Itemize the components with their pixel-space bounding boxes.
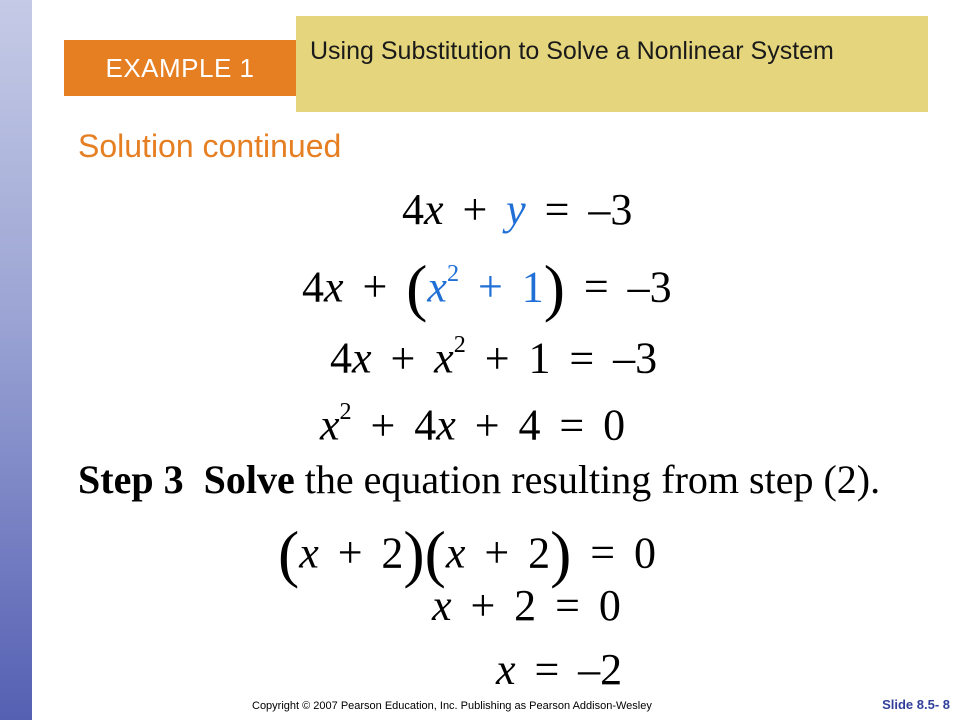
- eq5-two-1: 2: [381, 528, 404, 578]
- eq7-x: x: [496, 645, 516, 694]
- eq4-plus-2: +: [474, 400, 500, 450]
- equation-1: [402, 185, 633, 234]
- eq3-exponent: 2: [453, 331, 466, 358]
- step-3-instruction: [78, 456, 880, 503]
- eq5-equals: =: [590, 528, 616, 578]
- equation-5: [278, 518, 656, 589]
- eq1-equals: =: [544, 185, 570, 234]
- equation-2: [302, 252, 672, 323]
- eq2-rhs: –3: [627, 262, 672, 312]
- eq5-right-paren-2: ): [550, 518, 572, 589]
- eq3-equals: =: [569, 333, 595, 383]
- eq3-x-squared: x: [434, 333, 454, 383]
- eq6-plus: +: [470, 581, 496, 630]
- eq1-plus: +: [462, 185, 488, 234]
- eq3-coef: 4: [330, 333, 352, 383]
- left-gradient-bar: [0, 0, 32, 720]
- eq2-plus-2: +: [477, 262, 503, 312]
- example-label: EXAMPLE 1: [64, 40, 296, 96]
- eq7-rhs: –2: [578, 645, 623, 694]
- eq1-rhs: –3: [588, 185, 633, 234]
- equation-7: [496, 645, 623, 694]
- eq1-y: y: [506, 185, 526, 234]
- eq7-equals: =: [534, 645, 560, 694]
- eq2-x: x: [324, 262, 344, 312]
- eq2-right-paren: ): [543, 252, 565, 323]
- equation-6: [432, 581, 621, 630]
- step-text: the equation resulting from step (2).: [294, 457, 881, 502]
- eq5-plus-1: +: [337, 528, 363, 578]
- eq4-constant: 4: [518, 400, 541, 450]
- eq1-x: x: [424, 185, 444, 234]
- eq3-one: 1: [528, 333, 551, 383]
- eq4-x: x: [436, 400, 456, 450]
- eq5-two-2: 2: [528, 528, 551, 578]
- eq4-equals: =: [559, 400, 585, 450]
- copyright-footer: Copyright © 2007 Pearson Education, Inc. Publishing as Pearson Addison-Wesley: [252, 700, 652, 712]
- eq5-x-1: x: [299, 528, 319, 578]
- eq5-right-paren-1: ): [403, 518, 425, 589]
- eq1-coef: 4: [402, 185, 424, 234]
- eq3-plus: +: [390, 333, 416, 383]
- eq6-two: 2: [514, 581, 537, 630]
- slide-title: Using Substitution to Solve a Nonlinear System: [296, 16, 928, 112]
- eq6-x: x: [432, 581, 452, 630]
- eq3-x: x: [352, 333, 372, 383]
- eq5-x-2: x: [445, 528, 466, 578]
- eq4-exponent: 2: [339, 398, 352, 425]
- eq2-equals: =: [583, 262, 609, 312]
- eq6-rhs: 0: [598, 581, 621, 630]
- step-number: Step 3: [78, 457, 184, 502]
- eq5-left-paren-1: (: [278, 518, 300, 589]
- eq5-plus-2: +: [484, 528, 510, 578]
- eq2-x-squared: x: [427, 262, 447, 312]
- eq2-plus: +: [362, 262, 388, 312]
- eq4-plus: +: [370, 400, 396, 450]
- slide-number: Slide 8.5- 8: [882, 697, 950, 712]
- eq5-rhs: 0: [633, 528, 656, 578]
- eq2-exponent: 2: [446, 259, 460, 287]
- equation-4: [320, 400, 625, 448]
- eq5-left-paren-2: (: [424, 518, 446, 589]
- equation-3: [330, 333, 657, 381]
- eq2-one: 1: [521, 262, 544, 312]
- eq2-coef: 4: [302, 262, 324, 312]
- eq6-equals: =: [555, 581, 580, 630]
- eq2-left-paren: (: [406, 252, 428, 323]
- eq4-coef: 4: [414, 400, 437, 450]
- solution-subtitle: Solution continued: [78, 128, 342, 164]
- eq4-rhs: 0: [603, 400, 626, 450]
- eq3-plus-2: +: [484, 333, 510, 383]
- eq3-rhs: –3: [613, 333, 658, 383]
- step-verb: Solve: [203, 457, 295, 502]
- eq4-x-squared: x: [320, 400, 340, 450]
